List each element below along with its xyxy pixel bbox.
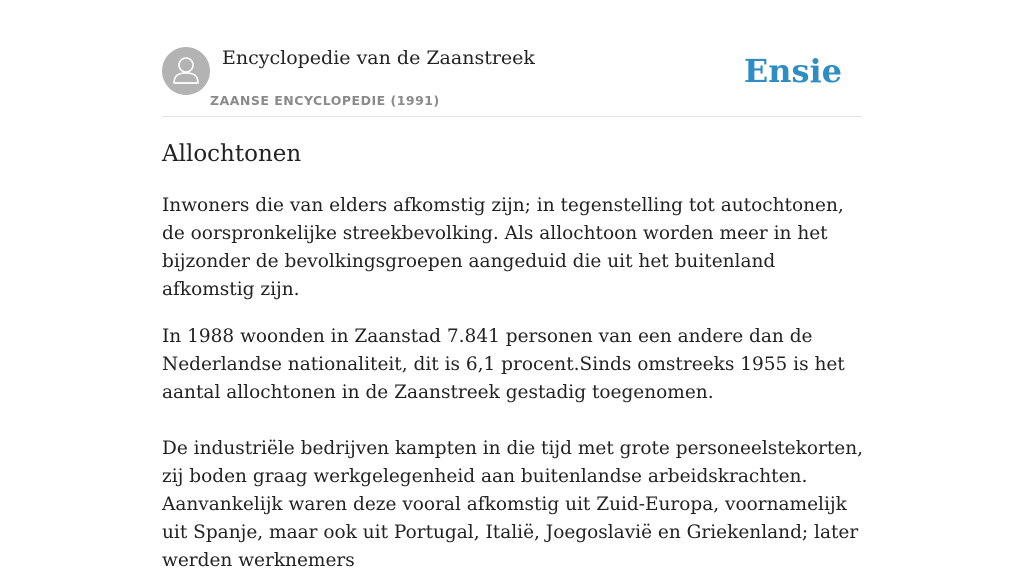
- source-header: [162, 46, 862, 117]
- avatar[interactable]: [162, 47, 210, 95]
- article-paragraph: In 1988 woonden in Zaanstad 7.841 personen van een andere dan de Nederlandse nationaliteit, dit is 6,1 procent.Sinds omstreeks 1955 is het aantal allochtonen in de Zaanstreek gestadig toegenomen.: [162, 326, 845, 403]
- source-title[interactable]: Encyclopedie van de Zaanstreek: [222, 47, 535, 69]
- user-icon: [162, 47, 210, 95]
- paragraph-spacer: [162, 407, 864, 435]
- source-subtitle: ZAANSE ENCYCLOPEDIE (1991): [210, 93, 440, 108]
- brand-logo[interactable]: Ensie: [743, 52, 842, 90]
- article-paragraph: De industriële bedrijven kampten in die tijd met grote personeelstekorten, zij boden graag werkgelegenheid aan buitenlandse arbeidskrachten. Aanvankelijk waren deze vooral afkomstig uit Zuid-Europa, voornamelijk uit Spanje, maar ook uit Portugal, Italië, Joegoslavië en Griekenland; later werden werknemers: [162, 438, 864, 571]
- article-paragraph: Inwoners die van elders afkomstig zijn; in tegenstelling tot autochtonen, de oorspronkelijke streekbevolking. Als allochtoon worden meer in het bijzonder de bevolkingsgroepen aangeduid die uit het buitenland afkomstig zijn.: [162, 195, 844, 300]
- article-body: [162, 192, 864, 575]
- article-title: Allochtonen: [162, 141, 302, 167]
